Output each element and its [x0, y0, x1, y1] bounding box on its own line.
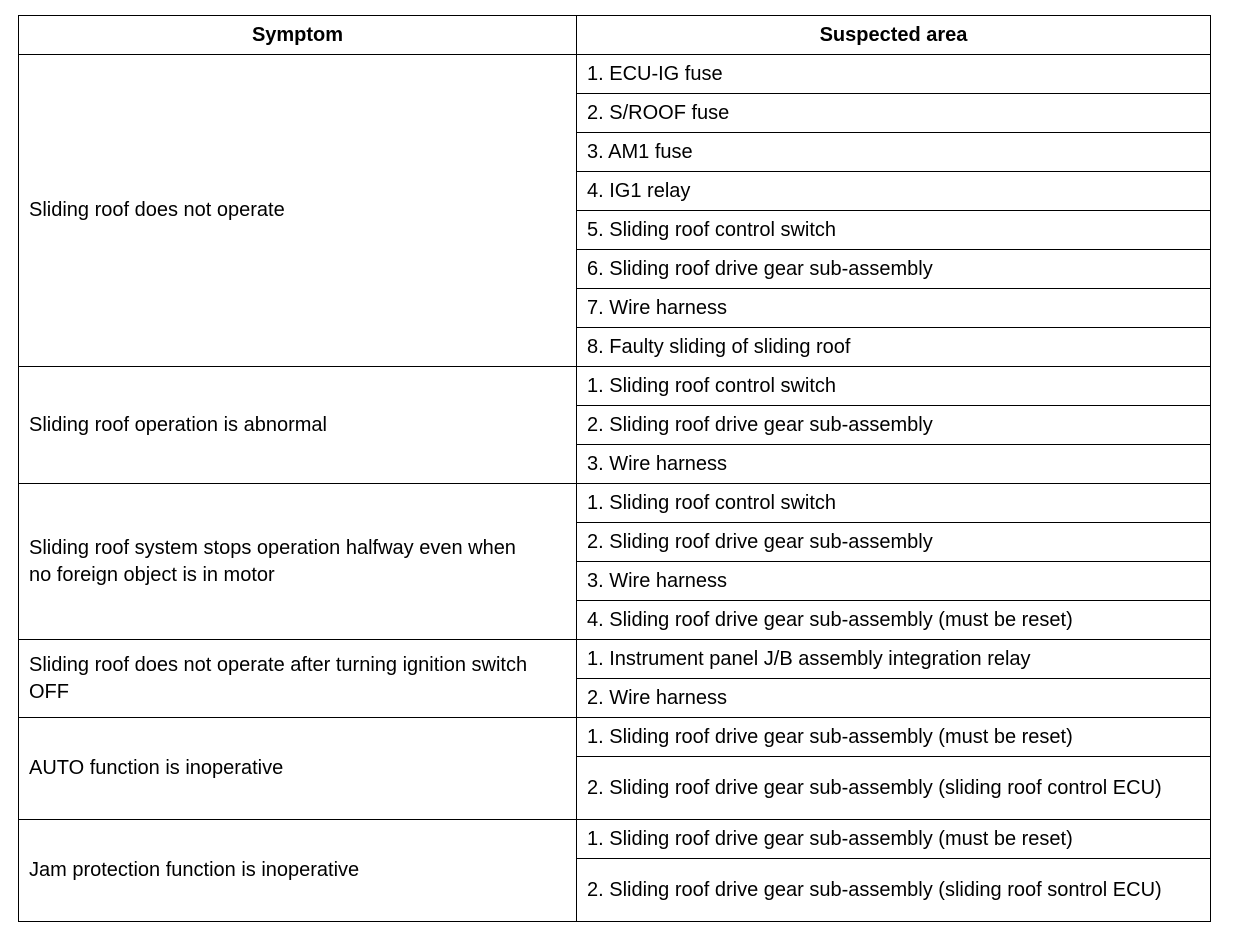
suspected-area-cell: 8. Faulty sliding of sliding roof — [577, 328, 1211, 367]
suspected-area-cell: 2. Sliding roof drive gear sub-assembly (sliding roof control ECU) — [577, 757, 1211, 820]
suspected-area-cell: 1. Sliding roof drive gear sub-assembly (must be reset) — [577, 718, 1211, 757]
table-row — [19, 367, 1211, 406]
suspected-area-cell: 1. Sliding roof control switch — [577, 367, 1211, 406]
symptom-cell: Sliding roof does not operate — [19, 55, 577, 367]
suspected-area-cell: 1. Sliding roof control switch — [577, 484, 1211, 523]
symptom-cell: Sliding roof operation is abnormal — [19, 367, 577, 484]
suspected-area-cell: 4. Sliding roof drive gear sub-assembly (must be reset) — [577, 601, 1211, 640]
suspected-area-cell: 1. ECU-IG fuse — [577, 55, 1211, 94]
symptom-cell: Sliding roof does not operate after turning ignition switch OFF — [19, 640, 577, 718]
symptom-cell: Jam protection function is inoperative — [19, 820, 577, 922]
suspected-area-cell: 2. Wire harness — [577, 679, 1211, 718]
symptom-column-header: Symptom — [19, 16, 577, 55]
table-row — [19, 640, 1211, 679]
suspected-area-cell: 3. Wire harness — [577, 562, 1211, 601]
symptom-cell: Sliding roof system stops operation halfway even when no foreign object is in motor — [19, 484, 577, 640]
suspected-area-cell: 2. S/ROOF fuse — [577, 94, 1211, 133]
troubleshooting-sheet — [18, 15, 1210, 922]
suspected-area-cell: 7. Wire harness — [577, 289, 1211, 328]
table-row — [19, 718, 1211, 757]
table-row — [19, 484, 1211, 523]
suspected-area-cell: 3. AM1 fuse — [577, 133, 1211, 172]
suspected-area-column-header: Suspected area — [577, 16, 1211, 55]
suspected-area-cell: 6. Sliding roof drive gear sub-assembly — [577, 250, 1211, 289]
suspected-area-cell: 3. Wire harness — [577, 445, 1211, 484]
suspected-area-cell: 2. Sliding roof drive gear sub-assembly — [577, 523, 1211, 562]
suspected-area-cell: 1. Sliding roof drive gear sub-assembly (must be reset) — [577, 820, 1211, 859]
suspected-area-cell: 4. IG1 relay — [577, 172, 1211, 211]
suspected-area-cell: 5. Sliding roof control switch — [577, 211, 1211, 250]
table-row — [19, 55, 1211, 94]
symptom-cell: AUTO function is inoperative — [19, 718, 577, 820]
suspected-area-cell: 1. Instrument panel J/B assembly integration relay — [577, 640, 1211, 679]
problem-symptoms-table — [18, 15, 1211, 922]
suspected-area-cell: 2. Sliding roof drive gear sub-assembly — [577, 406, 1211, 445]
table-row — [19, 820, 1211, 859]
table-header-row — [19, 16, 1211, 55]
suspected-area-cell: 2. Sliding roof drive gear sub-assembly (sliding roof sontrol ECU) — [577, 859, 1211, 922]
